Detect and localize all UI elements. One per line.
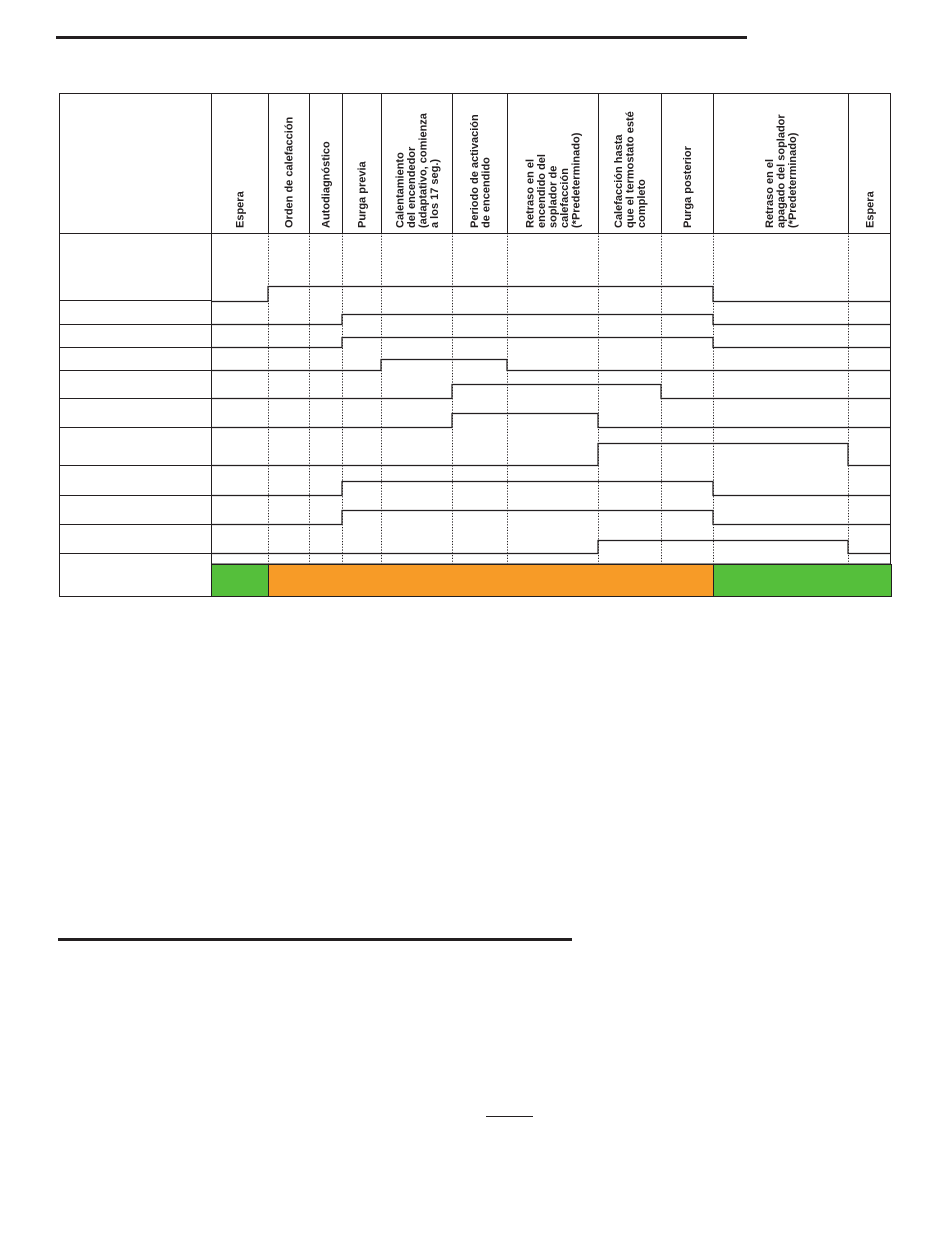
status-segment (212, 565, 269, 597)
column-header-retraso_encendido-line: soplador de (547, 165, 560, 228)
footer-rule (486, 1116, 533, 1117)
signal-trace (211, 338, 891, 348)
column-header-calentamiento-line: a los 17 seg.) (428, 158, 441, 228)
column-header-orden-line: Orden de calefacción (283, 116, 296, 228)
signal-trace (211, 287, 891, 302)
signal-trace (211, 315, 891, 325)
column-header-retraso_apagado-line: apagado del soplador (775, 114, 788, 228)
column-header-espera_inicio-line: Espera (234, 191, 247, 228)
signal-trace (211, 541, 891, 554)
section-rule (58, 938, 572, 941)
column-header-calefaccion-line: completo (636, 179, 648, 228)
column-header-retraso_apagado-line: (*Predeterminado) (787, 132, 799, 228)
column-header-calentamiento-line: (adaptativo, comienza (417, 113, 430, 228)
column-header-espera_fin-line: Espera (864, 191, 877, 228)
status-segment (269, 565, 714, 597)
signal-trace (211, 444, 891, 466)
column-header-activacion-line: de encendido (480, 157, 493, 228)
column-header-calentamiento-line: del encendedor (405, 146, 418, 228)
signal-trace (211, 511, 891, 525)
signal-trace (211, 482, 891, 496)
column-header-calentamiento-line: Calentamiento (394, 152, 407, 228)
column-header-calefaccion-line: Calefacción hasta (613, 134, 625, 228)
column-header-retraso_encendido-line: encendido del (536, 154, 548, 228)
signal-trace (211, 360, 891, 371)
signal-trace (211, 414, 891, 428)
column-header-calefaccion-line: que el termostato esté (624, 111, 637, 228)
column-header-purga_posterior-line: Purga posterior (682, 146, 694, 228)
status-segment (714, 565, 892, 597)
column-header-autodiag-line: Autodiagnóstico (320, 141, 333, 228)
signal-trace (211, 385, 891, 399)
column-header-retraso_apagado-line: Retraso en el (764, 158, 776, 228)
column-header-retraso_encendido-line: (*Predeterminado) (570, 132, 583, 228)
column-header-purga_previa-line: Purga previa (356, 161, 369, 228)
column-header-retraso_encendido-line: calefacción (559, 168, 571, 228)
column-header-activacion-line: Periodo de activación (468, 114, 481, 228)
column-header-retraso_encendido-line: Retraso en el (524, 158, 537, 228)
